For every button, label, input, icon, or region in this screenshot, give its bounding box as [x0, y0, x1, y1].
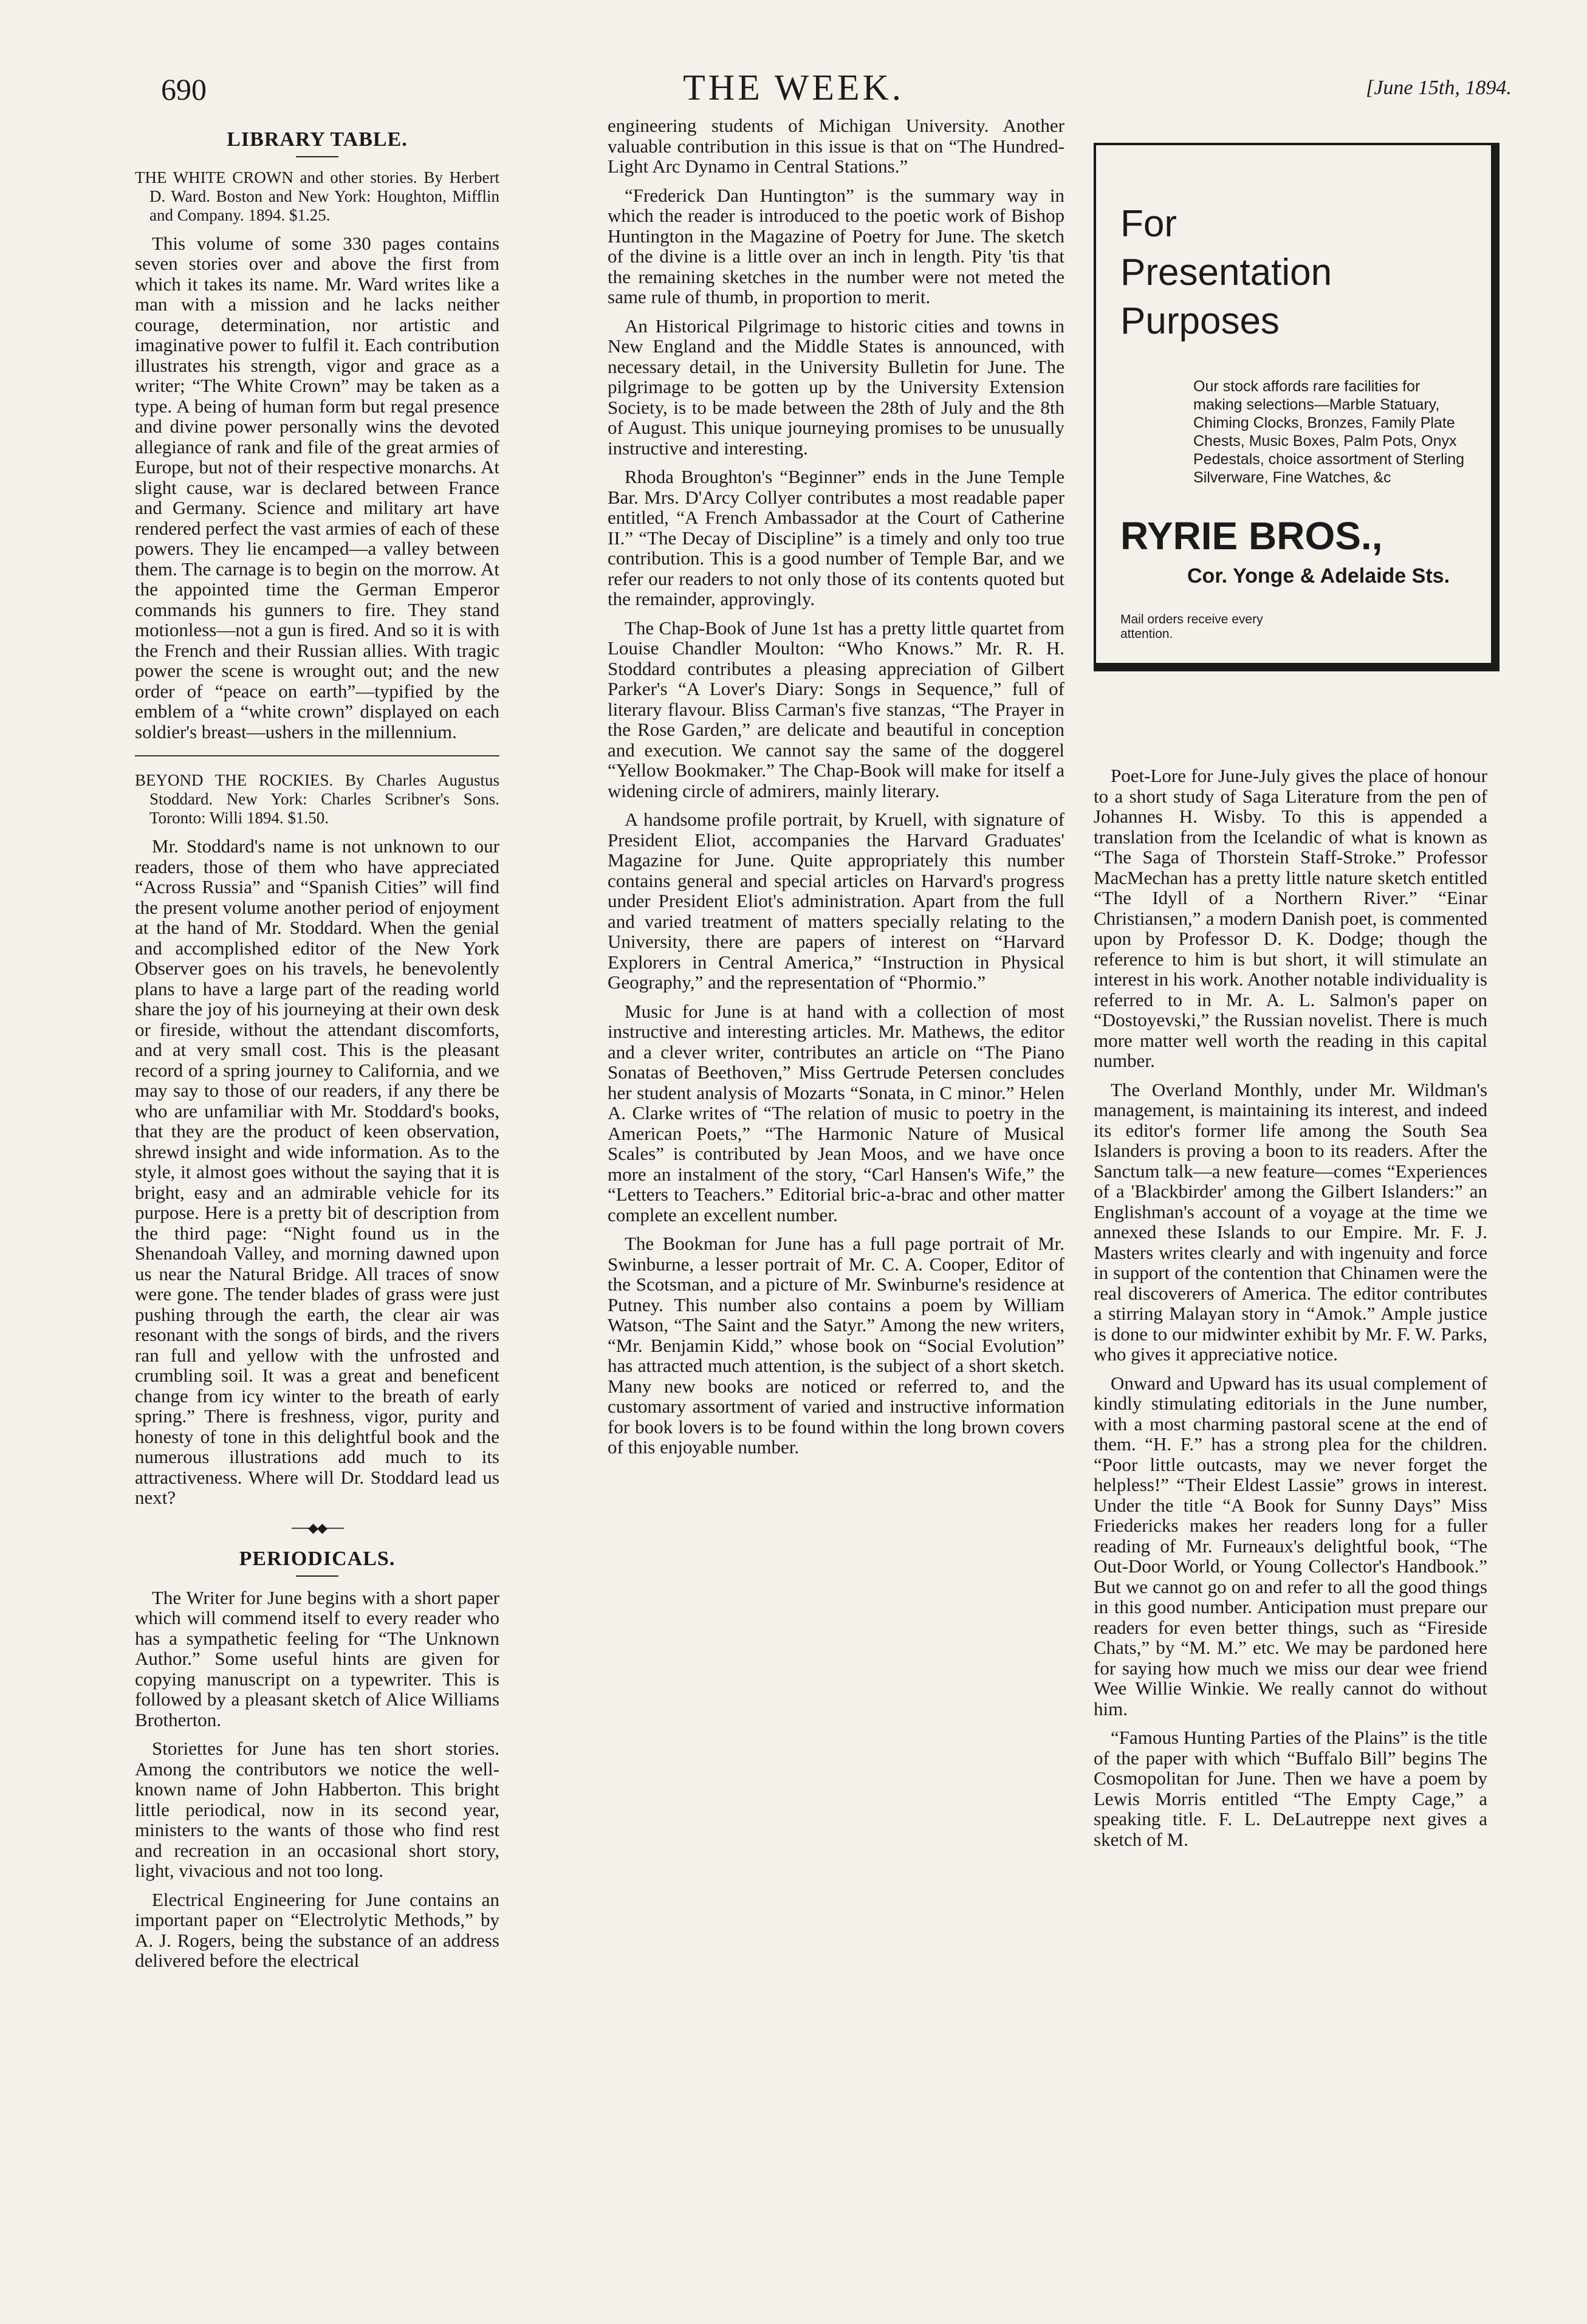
column-3 [1094, 766, 1487, 1858]
ornament-divider: ──◆◆── [291, 1520, 343, 1535]
article-paragraph: Electrical Engineering for June contains an important paper on “Electrolytic Methods,” by A. J. Rogers, being the substance of an address delivered before the electrical [135, 1888, 499, 1971]
ad-heading-line: For [1120, 203, 1177, 245]
ad-address: Cor. Yonge & Adelaide Sts. [1187, 564, 1450, 588]
article-paragraph: Storiettes for June has ten short stories. Among the contributors we notice the well-known name of John Habberton. This bright little periodical, now in its second year, ministers to the wants of those who find rest and recreation in an occasional short story, light, vivacious and not too long. [135, 1738, 499, 1881]
ad-heading-line: Presentation [1120, 252, 1332, 293]
ad-body-text: Our stock affords rare facilities for making selections—Marble Statuary, Chiming Clocks, Bronzes, Family Plate Chests, Music Boxes, Palm Pots, Onyx Pedestals, choice assortment of Sterling Silverware, Fine Watches, &c [1193, 378, 1465, 486]
article-paragraph: The Bookman for June has a full page portrait of Mr. Swinburne, a lesser portrait of Mr. C. A. Cooper, Editor of the Scotsman, and a picture of Mr. Swinburne's residence at Putney. This number also contains a poem by William Watson, “The Saint and the Satyr.” Among the new writers, “Mr. Benjamin Kidd,” whose book on “Social Evolution” has attracted much attention, is the subject of a short sketch. Many new books are noticed or referred to, and the customary assortment of varied and instructive information for book lovers is to be found within the long brown covers of this enjoyable number. [608, 1233, 1064, 1458]
article-paragraph: The Writer for June begins with a short paper which will commend itself to every reader who has a sympathetic feeling for “The Unknown Author.” Some useful hints are given for copying manuscript on a typewriter. This is followed by a pleasant sketch of Alice Williams Brotherton. [135, 1586, 499, 1730]
heading-rule [296, 156, 338, 157]
column-2 [608, 115, 1064, 1466]
article-paragraph: “Famous Hunting Parties of the Plains” is the title of the paper with which “Buffalo Bill” begins The Cosmopolitan for June. Then we have a poem by Lewis Morris entitled “The Empty Cage,” a speaking title. F. L. DeLautreppe next gives a sketch of M. [1094, 1727, 1487, 1850]
masthead-title: THE WEEK. [683, 67, 904, 108]
page-number: 690 [161, 72, 207, 106]
heading-rule [296, 1575, 338, 1577]
library-table-heading: LIBRARY TABLE. [227, 128, 408, 151]
divider [135, 755, 499, 756]
advertisement-box [1094, 143, 1500, 671]
book-citation: THE WHITE CROWN and other stories. By Herbert D. Ward. Boston and New York: Houghton, Mifflin and Company. 1894. $1.25. [135, 168, 499, 224]
article-paragraph: An Historical Pilgrimage to historic cities and towns in New England and the Middle States is announced, with necessary detail, in the University Bulletin for June. The pilgrimage to be gotten up by the University Extension Society, is to be made between the 28th of July and the 8th of August. This unique journeying promises to be unusually instructive and interesting. [608, 315, 1064, 459]
article-paragraph: engineering students of Michigan University. Another valuable contribution in this issue is that on “The Hundred-Light Arc Dynamo in Central Stations.” [608, 115, 1064, 177]
article-paragraph: The Chap-Book of June 1st has a pretty little quartet from Louise Chandler Moulton: “Who Knows.” Mr. R. H. Stoddard contributes a pleasing appreciation of Gilbert Parker's “A Lover's Diary: Songs in Sequence,” full of literary flavour. Bliss Carman's five stanzas, “The Prayer in the Rose Garden,” are delicate and beautiful in conception and execution. We cannot say the same of the doggerel “Yellow Bookmaker.” The Chap-Book will make for itself a widening circle of admirers, mainly literary. [608, 617, 1064, 801]
ad-heading-line: Purposes [1120, 300, 1280, 342]
issue-date: [June 15th, 1894. [1366, 77, 1512, 99]
review-paragraph: Mr. Stoddard's name is not unknown to our readers, those of them who have appreciated “Across Russia” and “Spanish Cities” will find the present volume another period of enjoyment at the hand of Mr. Stoddard. When the genial and accomplished editor of the New York Observer goes on his travels, he benevolently plans to have a large part of the reading world share the joy of his journeying at their own desk or fireside, without the attendant discomforts, and at very small cost. This is the pleasant record of a spring journey to California, and we may say to those of our readers, if any there be who are unfamiliar with Mr. Stoddard's books, that they are the product of keen observation, shrewd insight and wide information. As to the style, it almost goes without the saying that it is bright, easy and an admirable vehicle for its purpose. Here is a pretty bit of description from the third page: “Night found us in the Shenandoah Valley, and morning dawned upon us near the Natural Bridge. All traces of snow were gone. The tender blades of grass were just pushing through the earth, the clear air was resonant with the songs of birds, and the rivers ran full and yellow with the unfrosted and crumbling soil. It was a great and beneficent change from icy winter to the breath of early spring.” There is freshness, vigor, purity and honesty of tone in this delightful book and the numerous illustrations add much to its attractiveness. Where will Dr. Stoddard lead us next? [135, 835, 499, 1508]
review-paragraph: This volume of some 330 pages contains seven stories over and above the first from which it takes its name. Mr. Ward writes like a man with a mission and he lacks neither courage, determination, nor artistic and imaginative power to fulfil it. Each contribution illustrates his strength, vigor and grace as a writer; “The White Crown” may be taken as a type. A being of human form but regal presence and divine power personally wins the devoted allegiance of rank and file of the great armies of Europe, but not of their respective monarchs. At slight cause, war is declared between France and Germany. Science and military art have rendered perfect the vast armies of each of these powers. They lie encamped—a valley between them. The carnage is to begin on the morrow. At the appointed time the German Emperor commands his gunners to fire. They stand motionless—not a gun is fired. And so it is with the French and their Russian allies. With tragic power the scene is wrought out; and the new order of “peace on earth”—typified by the emblem of a “white crown” displayed on each soldier's breast—ushers in the millennium. [135, 232, 499, 742]
article-paragraph: Poet-Lore for June-July gives the place of honour to a short study of Saga Literature from the pen of Johannes H. Wisby. To this is appended a translation from the Icelandic of what is known as “The Saga of Thorstein Staff-Stroke.” Professor MacMechan has a pretty little nature sketch entitled “The Idyll of a Northern River.” “Einar Christiansen,” a modern Danish poet, is commented upon by Professor D. K. Dodge; though the reference to him is but short, it will stimulate an interest in his work. Another notable individuality is referred to in Mr. A. L. Salmon's paper on “Dostoyevski,” the Russian novelist. There is much more matter well worth the reading in this capital number. [1094, 765, 1487, 1071]
periodicals-heading: PERIODICALS. [239, 1548, 396, 1570]
column-1 [135, 118, 499, 1980]
article-paragraph: Music for June is at hand with a collection of most instructive and interesting articles. Mr. Mathews, the editor and a clever writer, contributes an article on “The Piano Sonatas of Beethoven,” Miss Gertrude Petersen concludes her student analysis of Mozarts “Sonata, in C minor.” Helen A. Clarke writes of “The relation of music to poetry in the American Poets,” “The Harmonic Nature of Musical Scales” is contributed by Jean Moos, and we have once more an instalment of the story, “Carl Hansen's Wife,” the “Letters to Teachers.” Editorial bric-a-brac and other matter complete an excellent number. [608, 1000, 1064, 1225]
book-citation: BEYOND THE ROCKIES. By Charles Augustus Stoddard. New York: Charles Scribner's Sons. Toronto: Willi 1894. $1.50. [135, 771, 499, 827]
article-paragraph: “Frederick Dan Huntington” is the summary way in which the reader is introduced to the poetic work of Bishop Huntington in the Magazine of Poetry for June. The sketch of the divine is a little over an inch in length. Pity 'tis that the remaining sketches in the number were not meted the same rule of thumb, in proportion to merit. [608, 184, 1064, 307]
article-paragraph: Onward and Upward has its usual complement of kindly stimulating editorials in the June number, with a most charming pastoral scene at the end of them. “H. F.” has a strong plea for the children. “Poor little outcasts, may we never forget the helpless!” “Their Eldest Lassie” grows in interest. Under the title “A Book for Sunny Days” Miss Friedericks makes her readers long for a fuller reading of Mr. Furneaux's delightful book, “The Out-Door World, or Young Collector's Handbook.” But we cannot go on and refer to all the good things in this good number. Anticipation must prepare our readers for even better things, such as “Fireside Chats,” by “M. M.” etc. We may be pardoned here for saying how much we miss our dear wee friend Wee Willie Winkie. We really cannot do without him. [1094, 1372, 1487, 1719]
article-paragraph: Rhoda Broughton's “Beginner” ends in the June Temple Bar. Mrs. D'Arcy Collyer contributes a most readable paper entitled, “A French Ambassador at the Court of Catherine II.” “The Decay of Discipline” is a timely and only too true contribution. This is a good number of Temple Bar, and we refer our readers to not only those of its contents quoted but the remainder, approvingly. [608, 466, 1064, 609]
article-paragraph: A handsome profile portrait, by Kruell, with signature of President Eliot, accompanies the Harvard Graduates' Magazine for June. Quite appropriately this number contains general and special articles on Harvard's progress under President Eliot's administration. Apart from the full and varied treatment of matters specially relating to the University, there are papers of interest on “Harvard Explorers in Central America,” “Instruction in Physical Geography,” and the representation of “Phormio.” [608, 809, 1064, 993]
ad-brand-name: RYRIE BROS., [1120, 514, 1383, 558]
article-paragraph: The Overland Monthly, under Mr. Wildman's management, is maintaining its interest, and indeed its editor's former life among the South Sea Islanders is proving a boon to its readers. After the Sanctum talk—a new feature—comes “Experiences of a 'Blackbirder' among the Gilbert Islanders:” an Englishman's account of a voyage at the time we annexed these Islands to our Empire. Mr. F. J. Masters writes clearly and with ingenuity and force in support of the contention that Chinamen were the real discoverers of America. The editor contributes a stirring Malayan story in “Amok.” Ample justice is done to our midwinter exhibit by Mr. F. W. Parks, who gives it appreciative notice. [1094, 1078, 1487, 1365]
ad-mail-note: Mail orders receive every attention. [1120, 612, 1263, 641]
